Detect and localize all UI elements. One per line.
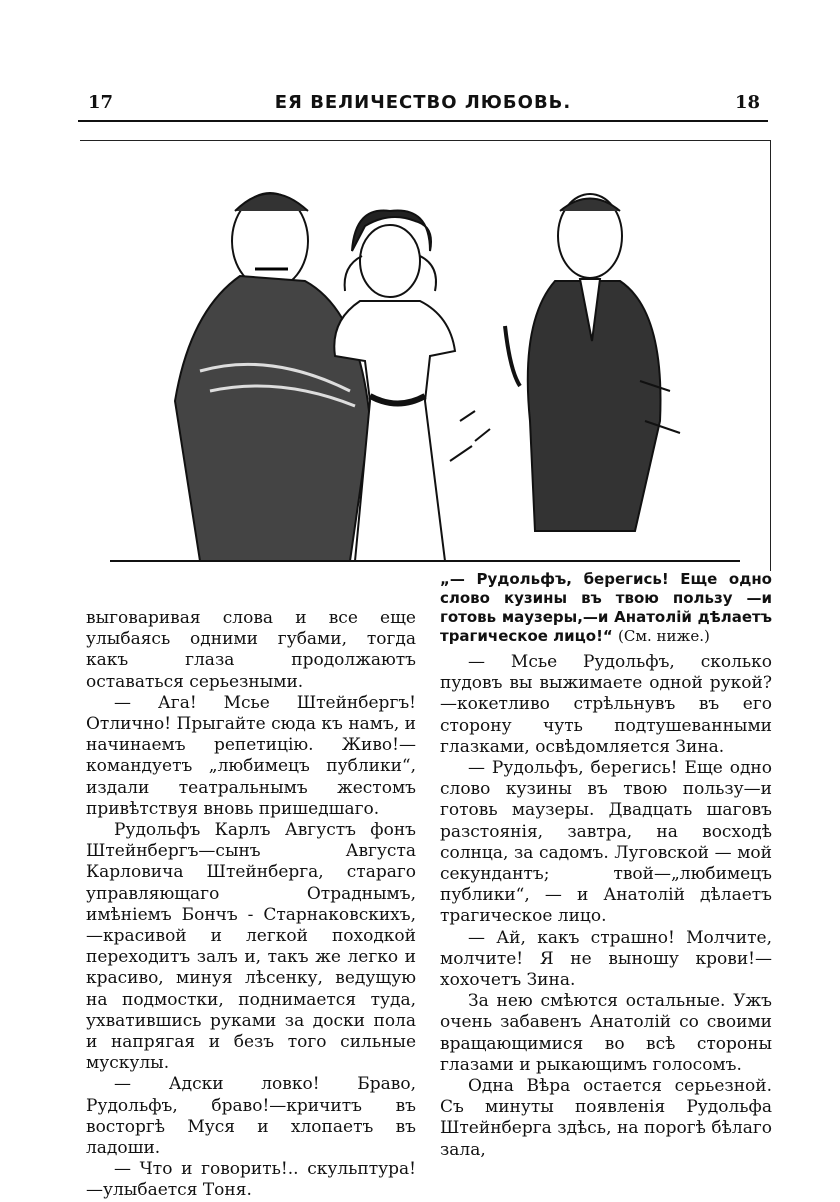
page-number-right: 18 <box>734 92 760 113</box>
page-number-left: 17 <box>88 92 114 113</box>
paragraph: Одна Вѣра остается серьезной. Съ минуты появленія Рудольфа Штейнберга здѣсь, на порогѣ бѣлаго зала, <box>440 1076 772 1160</box>
paragraph: — Адски ловко! Браво, Рудольфъ, браво!—кричитъ въ восторгѣ Муся и хлопаетъ въ ладоши. <box>86 1074 416 1159</box>
paragraph: — Ага! Мсье Штейнбергъ! Отлично! Прыгайте сюда къ намъ, и начинаемъ репетицію. Живо!—командуетъ „любимецъ публики“, издали театральнымъ жестомъ привѣтствуя вновь пришедшаго. <box>86 692 416 819</box>
illustration-caption <box>440 570 772 646</box>
engraving-illustration <box>80 141 770 571</box>
illustration <box>80 140 771 571</box>
running-header <box>78 88 768 122</box>
left-column <box>86 608 416 1202</box>
paragraph: — Рудольфъ, берегись! Еще одно слово кузины въ твою пользу—и готовь маузеры. Двадцать шаговъ разстоянія, завтра, на восходѣ солнца, за садомъ. Луговской — мой секундантъ; твой—„любимецъ публики“, — и Анатолій дѣлаетъ трагическое лицо. <box>440 758 772 927</box>
paragraph: Рудольфъ Карлъ Августъ фонъ Штейнбергъ—сынъ Августа Карловича Штейнберга, стараго управляющаго Отраднымъ, имѣніемъ Бончъ - Старнаковскихъ,—красивой и легкой походкой переходитъ залъ и, такъ же легко и красиво, минуя лѣсенку, ведущую на подмостки, поднимается туда, ухватившись руками за доски пола и напрягая и безъ того сильные мускулы. <box>86 820 416 1074</box>
paragraph: — Ай, какъ страшно! Молчите, молчите! Я не выношу крови!—хохочетъ Зина. <box>440 927 772 991</box>
caption-text: „— Рудольфъ, берегись! Еще одно слово кузины въ твою пользу —и готовь маузеры,—и Анатолій дѣлаетъ трагическое лицо!“ <box>440 570 772 645</box>
paragraph: — Что и говорить!.. скульптура!—улыбается Тоня. <box>86 1159 416 1201</box>
caption-note: (См. ниже.) <box>618 627 710 645</box>
paragraph: За нею смѣются остальные. Ужъ очень забавенъ Анатолій со своими вращающимися во всѣ стороны глазами и рыкающимъ голосомъ. <box>440 991 772 1075</box>
running-title: ЕЯ ВЕЛИЧЕСТВО ЛЮБОВЬ. <box>274 92 572 113</box>
right-column <box>440 652 772 1161</box>
paragraph: выговаривая слова и все еще улыбаясь одними губами, тогда какъ глаза продолжаютъ оставаться серьезными. <box>86 608 416 692</box>
paragraph: — Мсье Рудольфъ, сколько пудовъ вы выжимаете одной рукой?—кокетливо стрѣльнувъ въ его сторону чуть подтушеванными глазками, освѣдомляется Зина. <box>440 652 772 757</box>
